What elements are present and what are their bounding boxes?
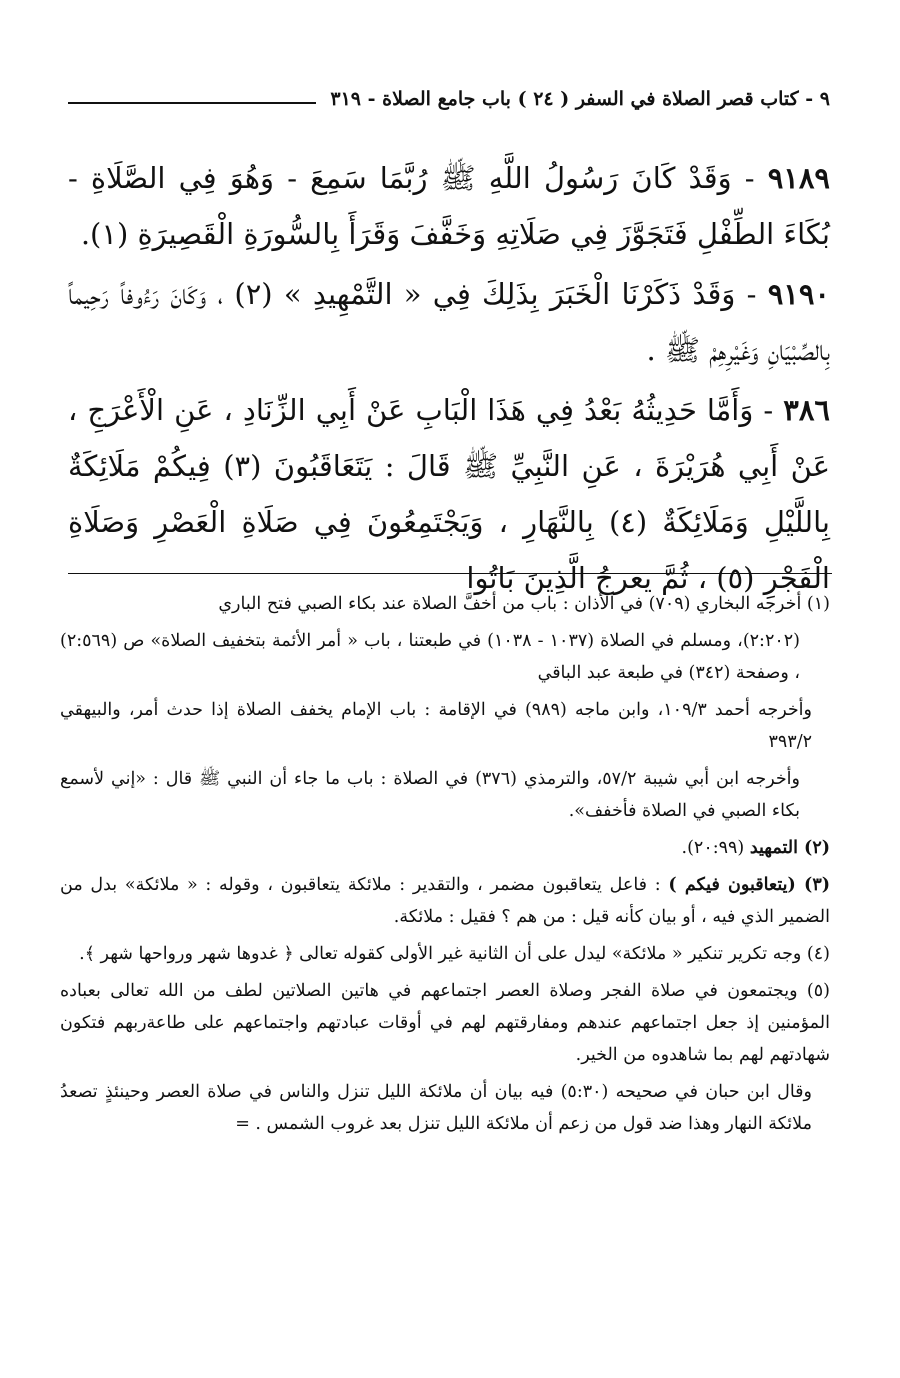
footnote-3: [60, 869, 830, 933]
footnote-1-continued: [60, 625, 800, 689]
footnote-5: [60, 975, 830, 1071]
footnote-5-ibn-hibban: [60, 1076, 812, 1140]
footnote-text: وأخرجه أحمد ١٠٩/٣، وابن ماجه (٩٨٩) في الإقامة : باب الإمام يخفف الصلاة إذا حدث أمر، والبيهقي ٣٩٣/٢: [60, 700, 812, 752]
footnotes: [60, 588, 830, 1145]
footnote-text: (٤) وجه تكرير تنكير « ملائكة» ليدل على أن الثانية غير الأولى كقوله تعالى ﴿ غدوها شهر ورواحها شهر ﴾.: [79, 944, 830, 964]
footnote-text: وأخرجه ابن أبي شيبة ٥٧/٢، والترمذي (٣٧٦) في الصلاة : باب ما جاء أن النبي ﷺ قال : «إني لأسمع بكاء الصبي في الصلاة فأخفف».: [60, 769, 800, 821]
footnote-1: [60, 588, 830, 620]
header-title: ٩ - كتاب قصر الصلاة في السفر ( ٢٤ ) باب جامع الصلاة - ٣١٩: [330, 88, 830, 110]
paragraph-number: ٩١٩٠: [767, 277, 831, 311]
footnote-text: (٥) ويجتمعون في صلاة الفجر وصلاة العصر اجتماعهم في هاتين الصلاتين لطف من الله تعالى بعباده المؤمنين إذ جعل اجتماعهم عندهم ومفارقتهم لهم في أوقات عبادتهم واجتماعهم على طاعةربهم فتكون شهادتهم لهم بما شاهدوه من الخير.: [60, 981, 830, 1065]
footnote-text: وقال ابن حبان في صحيحه (٥:٣٠) فيه بيان أن ملائكة الليل تنزل والناس في صلاة العصر وحينئذٍ تصعدُ ملائكة النهار وهذا ضد قول من زعم أن ملائكة الليل تنزل بعد غروب الشمس . =: [60, 1082, 812, 1134]
footnote-text: (١) أخرجه البخاري (٧٠٩) في الأذان : باب من أخفَّ الصلاة عند بكاء الصبي فتح الباري: [218, 594, 830, 614]
footnote-label: (٣) (يتعاقبون فيكم ): [668, 875, 830, 895]
paragraph-9190: [68, 266, 830, 378]
paragraph-9189: [68, 150, 830, 262]
footnote-1-ahmad: [60, 694, 812, 758]
footnote-separator: [68, 573, 832, 574]
running-header: [68, 84, 830, 114]
footnote-2: [60, 832, 830, 864]
footnote-text: (٢:٢٠٢)، ومسلم في الصلاة (١٠٣٧ - ١٠٣٨) في طبعتنا ، باب « أمر الأئمة بتخفيف الصلاة» ص (٢:٥٦٩) ، وصفحة (٣٤٢) في طبعة عبد الباقي: [60, 631, 800, 683]
paragraph-number: ٣٨٦: [783, 393, 830, 427]
header-rule: [68, 102, 316, 104]
footnote-label: (٢) التمهيد: [749, 838, 830, 858]
footnote-1-ibn-abi-shayba: [60, 763, 800, 827]
footnote-text: (٢٠:٩٩).: [681, 838, 750, 858]
footnote-text: : فاعل يتعاقبون مضمر ، والتقدير : ملائكة يتعاقبون ، وقوله : « ملائكة» بدل من الضمير الذي فيه ، أو بيان كأنه قيل : من هم ؟ فقيل : ملائكة.: [60, 875, 830, 927]
main-text: [68, 150, 830, 610]
paragraph-text: - وَقَدْ كَانَ رَسُولُ اللَّهِ ﷺ رُبَّمَا سَمِعَ - وَهُوَ فِي الصَّلَاةِ - بُكَاءَ الطِّفْلِ فَتَجَوَّزَ فِي صَلَاتِهِ وَخَفَّفَ وَقَرَأَ بِالسُّورَةِ الْقَصِيرَةِ (١).: [68, 161, 830, 251]
paragraph-text: - وَأَمَّا حَدِيثُهُ بَعْدُ فِي هَذَا الْبَابِ عَنْ أَبِي الزِّنَادِ ، عَنِ الْأَعْرَجِ ، عَنْ أَبِي هُرَيْرَةَ ، عَنِ النَّبِيِّ ﷺ قَالَ : يَتَعَاقَبُونَ (٣) فِيكُمْ مَلَائِكَةٌ بِاللَّيْلِ وَمَلَائِكَةٌ (٤) بِالنَّهَارِ ، وَيَجْتَمِعُونَ فِي صَلَاةِ الْعَصْرِ وَصَلَاةِ الْفَجْرِ (٥) ، ثُمَّ يعرجُ الَّذِينَ بَاتُوا: [68, 393, 831, 595]
paragraph-text: - وَقَدْ ذَكَرْنَا الْخَبَرَ بِذَلِكَ فِي « التَّمْهِيدِ » (٢) ، وَكَانَ رَءُوفاً رَحِيماً بِالصِّبْيَانِ وَغَيْرِهِمْ ﷺ .: [68, 277, 830, 367]
paragraph-number: ٩١٨٩: [767, 161, 830, 195]
footnote-4: [60, 938, 830, 970]
